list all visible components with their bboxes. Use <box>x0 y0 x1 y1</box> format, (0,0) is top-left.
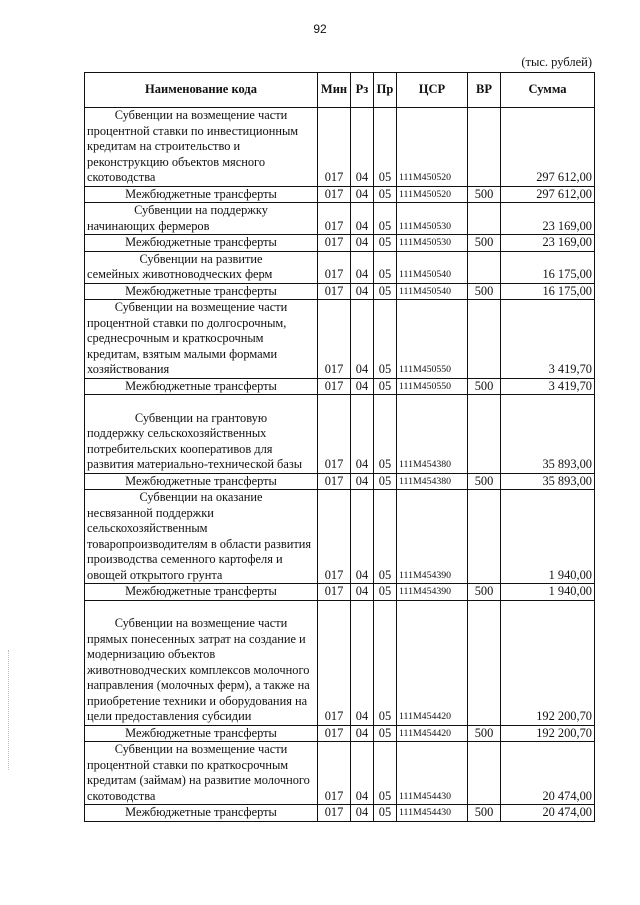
cell-min: 017 <box>318 378 351 395</box>
name-line: скотоводства <box>87 170 156 184</box>
table-row <box>85 395 595 474</box>
table-row <box>85 490 595 584</box>
name-line: направления (молочных ферм), а также на <box>87 678 310 692</box>
header-name: Наименование кода <box>85 73 318 108</box>
cell-min: 017 <box>318 300 351 379</box>
cell-name <box>85 203 318 235</box>
cell-name: Межбюджетные трансферты <box>85 235 318 252</box>
cell-sum: 1 940,00 <box>501 490 595 584</box>
cell-pr: 05 <box>374 742 397 805</box>
cell-pr: 05 <box>374 108 397 187</box>
cell-sum: 192 200,70 <box>501 725 595 742</box>
table-row <box>85 235 595 252</box>
page-number: 92 <box>313 22 327 36</box>
name-line: Субвенции на возмещение части <box>114 616 288 630</box>
cell-rz: 04 <box>351 108 374 187</box>
cell-csr: 111M454430 <box>397 805 468 822</box>
name-line: процентной ставки по инвестиционным <box>87 123 299 138</box>
cell-min: 017 <box>318 805 351 822</box>
cell-csr: 111M450540 <box>397 283 468 300</box>
cell-min: 017 <box>318 395 351 474</box>
cell-name <box>85 108 318 187</box>
cell-csr: 111M450520 <box>397 186 468 203</box>
cell-name: Межбюджетные трансферты <box>85 283 318 300</box>
name-line: начинающих фермеров <box>87 218 210 233</box>
cell-min: 017 <box>318 203 351 235</box>
cell-vr: 500 <box>468 473 501 490</box>
cell-sum: 20 474,00 <box>501 742 595 805</box>
cell-vr <box>468 490 501 584</box>
cell-rz: 04 <box>351 584 374 601</box>
cell-csr: 111M450530 <box>397 203 468 235</box>
cell-rz: 04 <box>351 203 374 235</box>
cell-rz: 04 <box>351 742 374 805</box>
table-row <box>85 108 595 187</box>
name-line: Субвенции на возмещение части <box>114 742 288 756</box>
cell-name <box>85 300 318 379</box>
name-line: реконструкцию объектов мясного <box>87 154 266 169</box>
name-line: Субвенции на развитие <box>139 251 263 266</box>
cell-pr: 05 <box>374 805 397 822</box>
cell-csr: 111M454420 <box>397 600 468 725</box>
cell-sum: 23 169,00 <box>501 235 595 252</box>
table-row <box>85 742 595 805</box>
cell-pr: 05 <box>374 251 397 283</box>
cell-min: 017 <box>318 251 351 283</box>
cell-min: 017 <box>318 283 351 300</box>
name-line: производства семенного картофеля и <box>87 552 283 566</box>
name-line: овощей открытого грунта <box>87 567 223 582</box>
cell-min: 017 <box>318 235 351 252</box>
cell-vr <box>468 108 501 187</box>
cell-rz: 04 <box>351 251 374 283</box>
cell-csr: 111M450550 <box>397 378 468 395</box>
cell-vr <box>468 742 501 805</box>
cell-rz: 04 <box>351 490 374 584</box>
cell-name <box>85 742 318 805</box>
cell-vr: 500 <box>468 283 501 300</box>
cell-name: Межбюджетные трансферты <box>85 584 318 601</box>
table-row <box>85 725 595 742</box>
name-line: животноводческих комплексов молочного <box>87 662 310 677</box>
header-pr: Пр <box>374 73 397 108</box>
cell-pr: 05 <box>374 283 397 300</box>
cell-vr: 500 <box>468 378 501 395</box>
cell-min: 017 <box>318 108 351 187</box>
cell-sum: 297 612,00 <box>501 186 595 203</box>
cell-name: Межбюджетные трансферты <box>85 378 318 395</box>
cell-csr: 111M454430 <box>397 742 468 805</box>
table-row <box>85 600 595 725</box>
table-body <box>85 108 595 822</box>
name-line: Субвенции на возмещение части <box>114 108 288 122</box>
name-line: Субвенции на грантовую <box>134 410 268 425</box>
cell-sum: 35 893,00 <box>501 395 595 474</box>
cell-sum: 35 893,00 <box>501 473 595 490</box>
cell-name <box>85 251 318 283</box>
cell-min: 017 <box>318 473 351 490</box>
cell-min: 017 <box>318 490 351 584</box>
cell-sum: 20 474,00 <box>501 805 595 822</box>
cell-rz: 04 <box>351 283 374 300</box>
cell-rz: 04 <box>351 235 374 252</box>
cell-min: 017 <box>318 584 351 601</box>
cell-pr: 05 <box>374 395 397 474</box>
cell-csr: 111M450530 <box>397 235 468 252</box>
cell-pr: 05 <box>374 203 397 235</box>
cell-vr <box>468 300 501 379</box>
cell-rz: 04 <box>351 186 374 203</box>
name-line: среднесрочным и краткосрочным <box>87 331 264 345</box>
table-row <box>85 186 595 203</box>
cell-pr: 05 <box>374 725 397 742</box>
cell-vr <box>468 203 501 235</box>
cell-csr: 111M454380 <box>397 473 468 490</box>
margin-mark <box>8 650 10 770</box>
cell-sum: 16 175,00 <box>501 283 595 300</box>
name-line: Субвенции на возмещение части <box>114 300 288 314</box>
name-line: прямых понесенных затрат на создание и <box>87 631 306 646</box>
cell-rz: 04 <box>351 378 374 395</box>
cell-pr: 05 <box>374 186 397 203</box>
cell-csr: 111M450520 <box>397 108 468 187</box>
name-line: модернизацию объектов <box>87 647 216 661</box>
name-line: хозяйствования <box>87 362 170 376</box>
header-min: Мин <box>318 73 351 108</box>
cell-rz: 04 <box>351 473 374 490</box>
name-line: поддержку сельскохозяйственных <box>87 426 267 440</box>
name-line: потребительских кооперативов для <box>87 441 273 456</box>
cell-min: 017 <box>318 600 351 725</box>
cell-sum: 3 419,70 <box>501 300 595 379</box>
cell-vr: 500 <box>468 725 501 742</box>
cell-min: 017 <box>318 742 351 805</box>
cell-pr: 05 <box>374 584 397 601</box>
header-vr: ВР <box>468 73 501 108</box>
cell-rz: 04 <box>351 600 374 725</box>
name-line: процентной ставки по краткосрочным <box>87 757 289 772</box>
name-line: товаропроизводителям в области развития <box>87 536 312 551</box>
name-line: Субвенции на оказание <box>139 490 263 504</box>
cell-vr <box>468 600 501 725</box>
name-line: кредитам на строительство и <box>87 139 241 153</box>
cell-csr: 111M454390 <box>397 584 468 601</box>
cell-vr <box>468 395 501 474</box>
budget-table <box>84 72 595 822</box>
name-line: приобретение техники и оборудования на <box>87 693 308 708</box>
name-line: процентной ставки по долгосрочным, <box>87 315 287 330</box>
name-line: кредитам (займам) на развитие молочного <box>87 773 310 787</box>
cell-name: Межбюджетные трансферты <box>85 725 318 742</box>
name-line: развития материально-технической базы <box>87 457 303 471</box>
name-line: Субвенции на поддержку <box>134 203 268 217</box>
cell-sum: 3 419,70 <box>501 378 595 395</box>
units-label: (тыс. рублей) <box>521 55 592 69</box>
cell-rz: 04 <box>351 725 374 742</box>
table-row <box>85 300 595 379</box>
cell-csr: 111M454420 <box>397 725 468 742</box>
cell-name <box>85 395 318 474</box>
cell-min: 017 <box>318 186 351 203</box>
cell-name <box>85 600 318 725</box>
header-csr: ЦСР <box>397 73 468 108</box>
cell-vr: 500 <box>468 805 501 822</box>
cell-csr: 111M454380 <box>397 395 468 474</box>
cell-name: Межбюджетные трансферты <box>85 805 318 822</box>
cell-csr: 111M450550 <box>397 300 468 379</box>
header-sum: Сумма <box>501 73 595 108</box>
cell-vr: 500 <box>468 186 501 203</box>
cell-pr: 05 <box>374 490 397 584</box>
table-header-row <box>85 73 595 108</box>
cell-csr: 111M450540 <box>397 251 468 283</box>
cell-sum: 297 612,00 <box>501 108 595 187</box>
cell-name: Межбюджетные трансферты <box>85 473 318 490</box>
name-line: скотоводства <box>87 788 156 803</box>
table-row <box>85 473 595 490</box>
header-rz: Рз <box>351 73 374 108</box>
cell-min: 017 <box>318 725 351 742</box>
name-line: семейных животноводческих ферм <box>87 267 273 281</box>
cell-vr: 500 <box>468 584 501 601</box>
name-line: сельскохозяйственным <box>87 521 208 535</box>
cell-pr: 05 <box>374 378 397 395</box>
cell-rz: 04 <box>351 395 374 474</box>
cell-vr: 500 <box>468 235 501 252</box>
table-row <box>85 283 595 300</box>
table-row <box>85 584 595 601</box>
cell-csr: 111M454390 <box>397 490 468 584</box>
name-line: цели предоставления субсидии <box>87 709 252 723</box>
cell-vr <box>468 251 501 283</box>
cell-sum: 192 200,70 <box>501 600 595 725</box>
cell-sum: 16 175,00 <box>501 251 595 283</box>
cell-sum: 23 169,00 <box>501 203 595 235</box>
name-line: кредитам, взятым малыми формами <box>87 346 278 361</box>
cell-sum: 1 940,00 <box>501 584 595 601</box>
cell-rz: 04 <box>351 805 374 822</box>
cell-name <box>85 490 318 584</box>
table-row <box>85 805 595 822</box>
name-line: несвязанной поддержки <box>87 505 214 520</box>
cell-pr: 05 <box>374 473 397 490</box>
cell-pr: 05 <box>374 600 397 725</box>
cell-pr: 05 <box>374 235 397 252</box>
cell-name: Межбюджетные трансферты <box>85 186 318 203</box>
cell-rz: 04 <box>351 300 374 379</box>
cell-pr: 05 <box>374 300 397 379</box>
table-row <box>85 378 595 395</box>
table-row <box>85 251 595 283</box>
table-row <box>85 203 595 235</box>
